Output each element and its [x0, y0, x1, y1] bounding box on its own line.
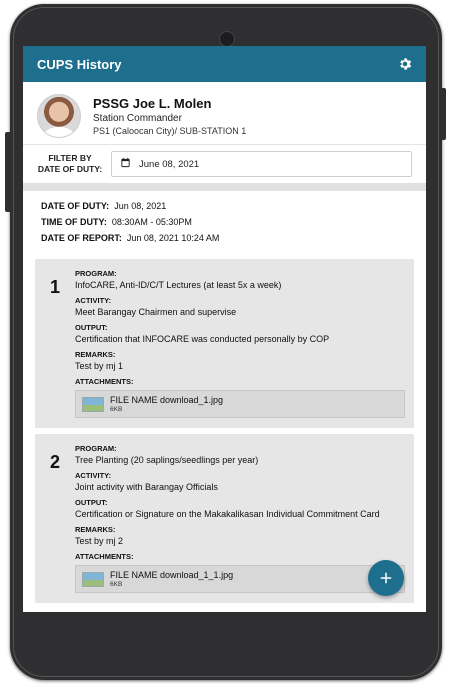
- date-of-report-value: Jun 08, 2021 10:24 AM: [126, 233, 220, 243]
- profile-info: [93, 96, 246, 136]
- date-of-duty-row: [41, 201, 408, 211]
- remarks-value: Test by mj 1: [75, 361, 124, 371]
- attachments-label: ATTACHMENTS:: [75, 377, 134, 386]
- volume-button: [440, 88, 446, 140]
- file-name: FILE NAME download_1_1.jpg: [110, 570, 234, 580]
- gear-icon[interactable]: [396, 55, 414, 73]
- entry-card[interactable]: [35, 434, 414, 603]
- selected-date: June 08, 2021: [139, 158, 200, 170]
- attachments-label: ATTACHMENTS:: [75, 552, 134, 561]
- activity-value: Joint activity with Barangay Officials: [75, 482, 218, 492]
- file-size: 6KB: [110, 406, 123, 413]
- plus-icon: [377, 569, 395, 587]
- date-of-report-label: DATE OF REPORT:: [41, 233, 122, 243]
- output-value: Certification or Signature on the Makakalikasan Individual Commitment Card: [75, 509, 380, 519]
- entry-body: [75, 269, 405, 418]
- remarks-value: Test by mj 2: [75, 536, 124, 546]
- date-filter: [23, 144, 426, 183]
- app-screen: [23, 46, 426, 612]
- entry-card[interactable]: [35, 259, 414, 428]
- add-entry-button[interactable]: [368, 560, 404, 596]
- date-of-duty-label: DATE OF DUTY:: [41, 201, 110, 211]
- camera-icon: [219, 31, 235, 47]
- activity-value: Meet Barangay Chairmen and supervise: [75, 307, 237, 317]
- file-size: 6KB: [110, 581, 123, 588]
- divider: [23, 183, 426, 191]
- file-name: FILE NAME download_1.jpg: [110, 395, 224, 405]
- program-value: InfoCARE, Anti-ID/C/T Lectures (at least 5x a week): [75, 280, 282, 290]
- program-value: Tree Planting (20 saplings/seedlings per year): [75, 455, 259, 465]
- time-of-duty-value: 08:30AM - 05:30PM: [111, 217, 192, 227]
- program-label: PROGRAM:: [75, 269, 117, 278]
- profile-header: [23, 82, 426, 144]
- attachment-file[interactable]: [75, 390, 405, 418]
- profile-station: PS1 (Caloocan City)/ SUB-STATION 1: [93, 126, 247, 136]
- time-of-duty-row: [41, 217, 408, 227]
- date-picker-field[interactable]: [111, 151, 412, 177]
- date-of-report-row: [41, 233, 408, 243]
- attachment-file[interactable]: [75, 565, 405, 593]
- remarks-label: REMARKS:: [75, 350, 116, 359]
- filter-label: [37, 153, 103, 175]
- output-label: OUTPUT:: [75, 498, 108, 507]
- activity-label: ACTIVITY:: [75, 471, 112, 480]
- entry-number: 1: [49, 277, 60, 297]
- entry-number: 2: [49, 452, 60, 472]
- image-thumbnail-icon: [82, 397, 104, 412]
- remarks-label: REMARKS:: [75, 525, 116, 534]
- program-label: PROGRAM:: [75, 444, 117, 453]
- duty-summary: [23, 191, 426, 253]
- app-bar: [23, 46, 426, 82]
- file-meta: [110, 570, 233, 588]
- app-title: CUPS History: [37, 56, 122, 72]
- profile-name: PSSG Joe L. Molen: [93, 96, 212, 111]
- power-button: [5, 132, 11, 212]
- avatar: [37, 94, 81, 138]
- time-of-duty-label: TIME OF DUTY:: [41, 217, 107, 227]
- entry-body: [75, 444, 405, 593]
- date-of-duty-value: Jun 08, 2021: [114, 201, 167, 211]
- activity-label: ACTIVITY:: [75, 296, 112, 305]
- filter-label-line1: FILTER BY: [48, 153, 92, 163]
- file-meta: [110, 395, 223, 413]
- output-value: Certification that INFOCARE was conducted personally by COP: [75, 334, 330, 344]
- filter-label-line2: DATE OF DUTY:: [37, 164, 103, 174]
- output-label: OUTPUT:: [75, 323, 108, 332]
- profile-role: Station Commander: [93, 113, 182, 124]
- calendar-icon: [120, 155, 131, 173]
- image-thumbnail-icon: [82, 572, 104, 587]
